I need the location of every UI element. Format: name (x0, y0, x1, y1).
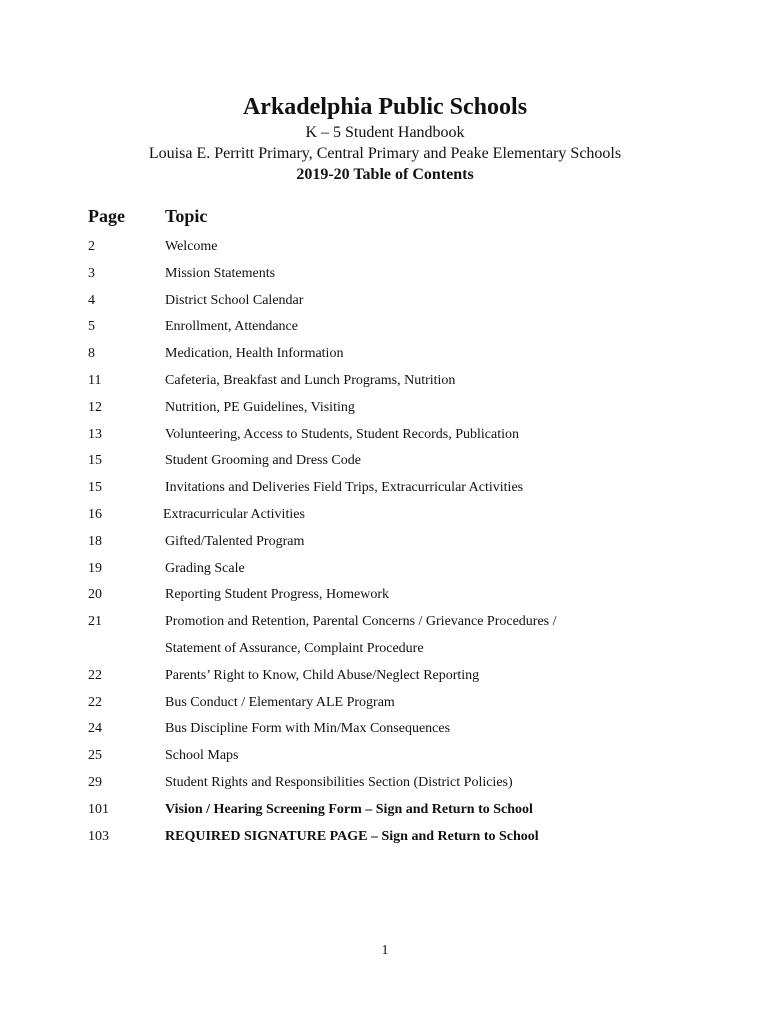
toc-row (88, 717, 708, 744)
toc-page: 15 (88, 453, 102, 469)
toc-page (88, 637, 165, 664)
toc-row (88, 289, 708, 316)
toc-topic: Bus Conduct / Elementary ALE Program (165, 694, 395, 710)
toc-row (88, 449, 708, 476)
toc-topic: REQUIRED SIGNATURE PAGE – Sign and Return to School (165, 828, 539, 844)
toc-topic: Mission Statements (165, 265, 276, 281)
toc-topic: Nutrition, PE Guidelines, Visiting (165, 399, 355, 415)
toc-page: 21 (88, 614, 102, 630)
toc-topic: Medication, Health Information (165, 346, 344, 362)
table-of-contents (88, 235, 708, 851)
toc-topic: Grading Scale (165, 560, 245, 576)
toc-row (88, 396, 708, 423)
toc-row (88, 557, 708, 584)
toc-page: 101 (88, 801, 109, 817)
toc-page: 19 (88, 560, 102, 576)
toc-page: 5 (88, 319, 95, 335)
toc-row (88, 530, 708, 557)
toc-row (88, 369, 708, 396)
toc-page: 29 (88, 774, 102, 790)
toc-topic: Gifted/Talented Program (165, 533, 305, 549)
document-header (0, 92, 770, 186)
toc-topic: Reporting Student Progress, Homework (165, 587, 389, 603)
toc-row (88, 610, 708, 637)
toc-row (88, 315, 708, 342)
toc-row (88, 691, 708, 718)
toc-topic: Student Rights and Responsibilities Section (District Policies) (165, 774, 513, 790)
toc-topic: Parents’ Right to Know, Child Abuse/Neglect Reporting (165, 667, 480, 683)
toc-page: 20 (88, 587, 102, 603)
schools-line: Louisa E. Perritt Primary, Central Primary and Peake Elementary Schools (148, 145, 622, 162)
toc-page: 103 (88, 828, 109, 844)
toc-row (88, 771, 708, 798)
document-title: Arkadelphia Public Schools (242, 94, 528, 120)
toc-topic: Cafeteria, Breakfast and Lunch Programs, Nutrition (165, 372, 456, 388)
toc-topic: School Maps (165, 748, 239, 764)
toc-page: 25 (88, 748, 102, 764)
toc-page: 11 (88, 372, 102, 388)
toc-page: 22 (88, 694, 102, 710)
toc-page: 16 (88, 506, 102, 522)
toc-page: 24 (88, 721, 102, 737)
page-number: 1 (381, 943, 389, 958)
toc-row-continuation (88, 637, 708, 664)
page-column-header: Page (88, 206, 125, 226)
toc-topic: District School Calendar (165, 292, 304, 308)
toc-title: 2019-20 Table of Contents (296, 166, 474, 183)
toc-page: 4 (88, 292, 95, 308)
toc-row (88, 423, 708, 450)
toc-topic: Extracurricular Activities (163, 506, 305, 522)
toc-row (88, 583, 708, 610)
handbook-subtitle: K – 5 Student Handbook (305, 124, 465, 141)
toc-topic: Statement of Assurance, Complaint Procedure (165, 640, 424, 656)
toc-row (88, 664, 708, 691)
toc-topic: Welcome (165, 239, 218, 254)
toc-topic: Student Grooming and Dress Code (165, 453, 361, 469)
toc-row (88, 342, 708, 369)
toc-row (88, 235, 708, 262)
toc-page: 13 (88, 426, 102, 442)
toc-topic: Invitations and Deliveries Field Trips, Extracurricular Activities (165, 480, 524, 496)
toc-row-signature-page (88, 825, 708, 852)
toc-topic: Bus Discipline Form with Min/Max Consequences (165, 721, 451, 737)
toc-row (88, 262, 708, 289)
toc-topic: Volunteering, Access to Students, Student Records, Publication (165, 426, 519, 442)
toc-page: 12 (88, 399, 102, 415)
toc-row (88, 476, 708, 503)
toc-page: 18 (88, 533, 102, 549)
toc-page: 3 (88, 265, 95, 281)
toc-page: 15 (88, 480, 102, 496)
toc-page: 8 (88, 346, 95, 362)
topic-column-header: Topic (165, 206, 208, 226)
toc-topic: Promotion and Retention, Parental Concerns / Grievance Procedures / (165, 614, 557, 630)
toc-topic: Enrollment, Attendance (165, 319, 298, 335)
toc-row-vision-hearing-form (88, 798, 708, 825)
toc-page: 22 (88, 667, 102, 683)
toc-topic: Vision / Hearing Screening Form – Sign and Return to School (165, 801, 533, 817)
toc-row (88, 744, 708, 771)
toc-page: 2 (88, 239, 95, 254)
toc-row (88, 503, 708, 530)
